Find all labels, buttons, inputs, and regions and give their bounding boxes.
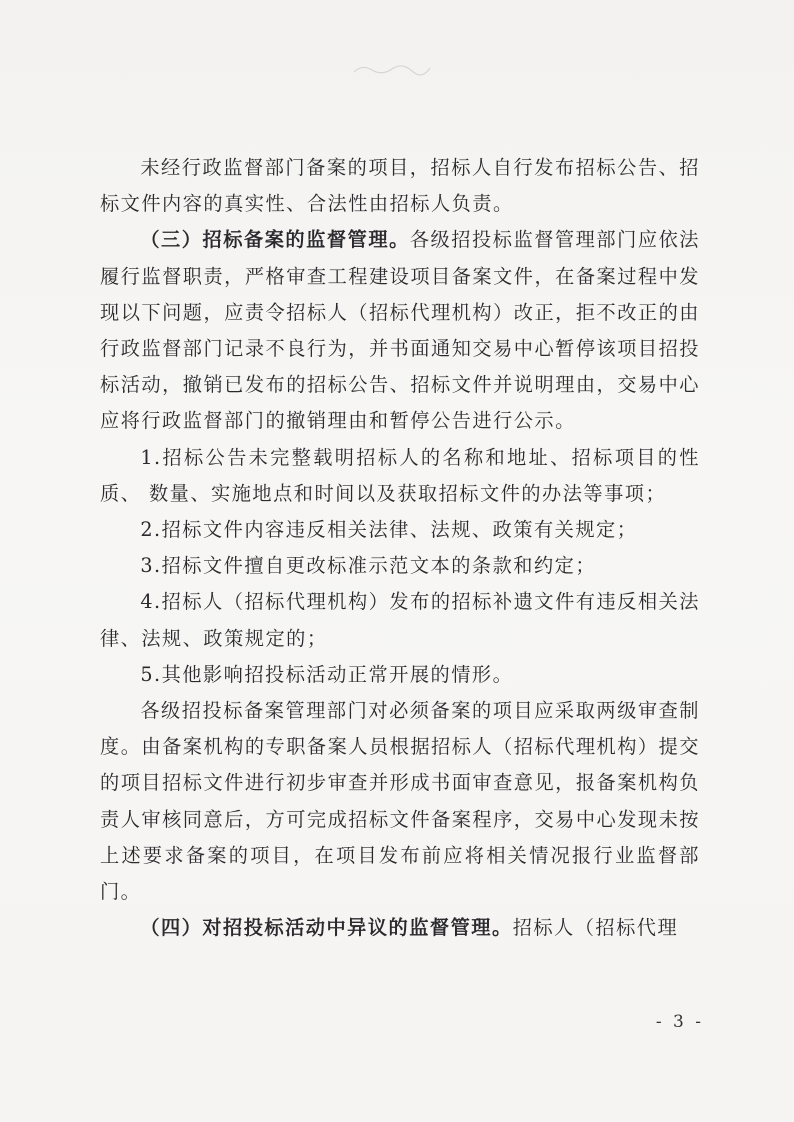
paragraph-1 xyxy=(100,150,700,222)
scan-artifact-mark xyxy=(352,60,432,78)
body-text xyxy=(100,150,700,946)
list-item-3 xyxy=(100,548,700,584)
list-item-4-text: 4.招标人（招标代理机构）发布的招标补遗文件有违反相关法律、法规、政策规定的； xyxy=(100,590,700,650)
list-item-1 xyxy=(100,440,700,512)
paragraph-3 xyxy=(100,693,700,910)
paragraph-2-text: 各级招投标监督管理部门应依法履行监督职责，严格审查工程建设项目备案文件，在备案过程中发现以下问题，应责令招标人（招标代理机构）改正，拒不改正的由行政监督部门记录不良行为，并书面通知交易中心暂停该项目招投标活动，撤销已发布的招标公告、招标文件并说明理由，交易中心应将行政监督部门的撤销理由和暂停公告进行公示。 xyxy=(100,228,700,433)
paragraph-4-text: 招标人（招标代理 xyxy=(512,916,679,940)
paragraph-3-text: 各级招投标备案管理部门对必须备案的项目应采取两级审查制度。由备案机构的专职备案人员根据招标人（招标代理机构）提交的项目招标文件进行初步审查并形成书面审查意见，报备案机构负责人审核同意后，方可完成招标文件备案程序，交易中心发现未按上述要求备案的项目，在项目发布前应将相关情况报行业监督部门。 xyxy=(100,699,700,904)
list-item-2-text: 2.招标文件内容违反相关法律、法规、政策有关规定； xyxy=(140,518,638,542)
section-heading-4: （四）对招投标活动中异议的监督管理。 xyxy=(140,916,513,940)
list-item-4 xyxy=(100,584,700,656)
paragraph-2 xyxy=(100,222,700,439)
paragraph-1-text: 未经行政监督部门备案的项目，招标人自行发布招标公告、招标文件内容的真实性、合法性由招标人负责。 xyxy=(100,156,700,216)
paragraph-4 xyxy=(100,910,700,946)
list-item-3-text: 3.招标文件擅自更改标准示范文本的条款和约定； xyxy=(140,554,597,578)
page-number: - 3 - xyxy=(655,1012,704,1032)
section-heading-3: （三）招标备案的监督管理。 xyxy=(140,228,410,252)
list-item-5 xyxy=(100,657,700,693)
list-item-2 xyxy=(100,512,700,548)
list-item-1-text: 1.招标公告未完整载明招标人的名称和地址、招标项目的性质、 数量、实施地点和时间以及获取招标文件的办法等事项； xyxy=(100,445,700,505)
list-item-5-text: 5.其他影响招投标活动正常开展的情形。 xyxy=(140,662,514,686)
